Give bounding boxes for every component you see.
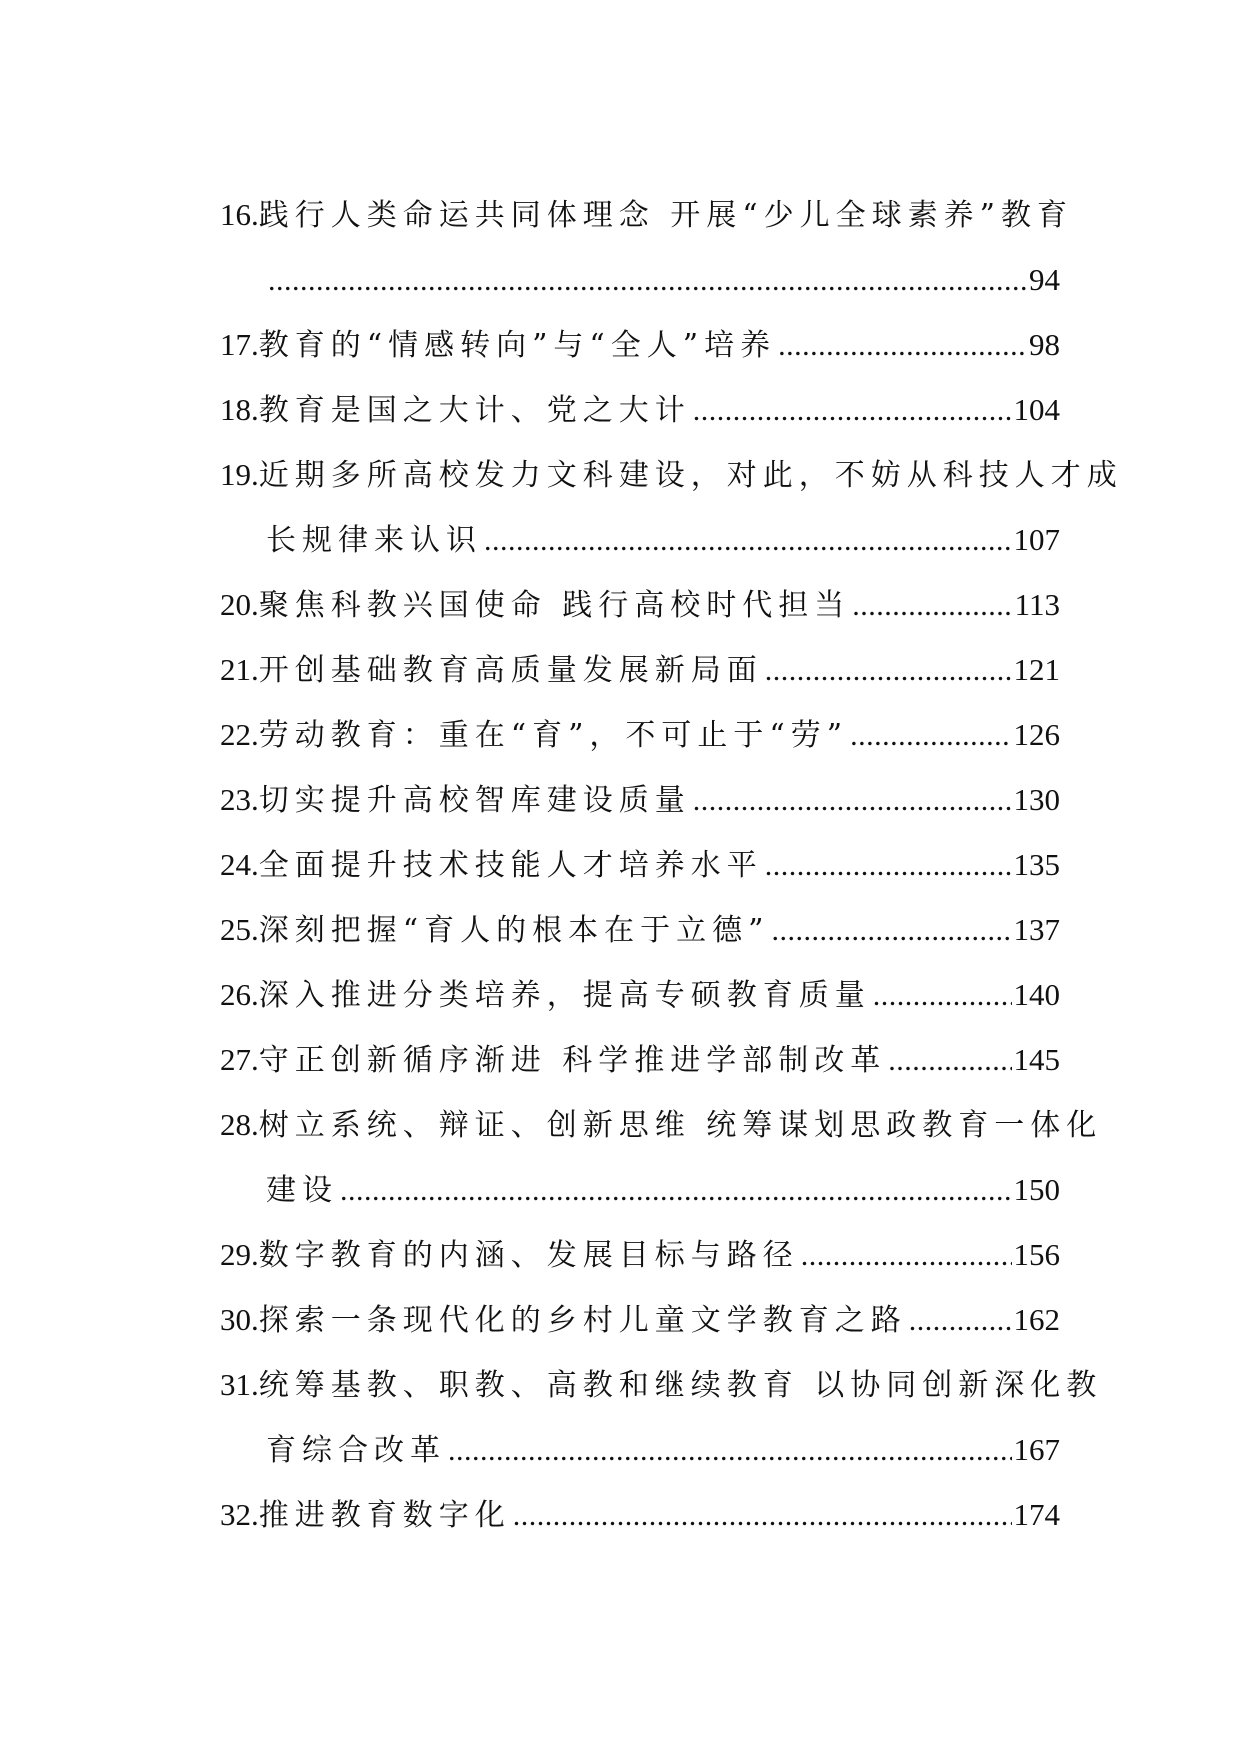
toc-line bbox=[220, 1287, 1060, 1352]
toc-line bbox=[220, 312, 1060, 377]
dot-leader bbox=[448, 1418, 1012, 1483]
page-number: 137 bbox=[1013, 912, 1060, 947]
entry-number: 27. bbox=[220, 1042, 259, 1077]
page-number: 121 bbox=[1013, 652, 1060, 687]
dot-leader bbox=[484, 508, 1012, 573]
entry-number: 28. bbox=[220, 1107, 259, 1142]
toc-line-continued bbox=[220, 1157, 1060, 1222]
toc-entry-31[interactable] bbox=[220, 1352, 1103, 1482]
toc-entry-29[interactable] bbox=[220, 1222, 1060, 1287]
entry-number: 26. bbox=[220, 977, 259, 1012]
dot-leader bbox=[909, 1288, 1012, 1353]
page-number: 107 bbox=[1013, 522, 1060, 557]
page-number: 140 bbox=[1013, 977, 1060, 1012]
entry-number: 30. bbox=[220, 1302, 259, 1337]
dot-leader bbox=[693, 768, 1012, 833]
toc-entry-22[interactable] bbox=[220, 702, 1060, 767]
page-number: 113 bbox=[1014, 587, 1060, 622]
page-number: 135 bbox=[1013, 847, 1060, 882]
toc-entry-17[interactable] bbox=[220, 312, 1060, 377]
toc-line bbox=[220, 377, 1060, 442]
dot-leader bbox=[513, 1483, 1012, 1548]
entry-title: 探索一条现代化的乡村儿童文学教育之路 bbox=[258, 1303, 907, 1338]
entry-title: 近期多所高校发力文科建设，对此，不妨从科技人才成 bbox=[258, 458, 1123, 493]
page-number: 156 bbox=[1013, 1237, 1060, 1272]
toc-entry-18[interactable] bbox=[220, 377, 1060, 442]
entry-number: 24. bbox=[220, 847, 259, 882]
entry-title: 教育的“情感转向”与“全人”培养 bbox=[258, 328, 777, 363]
toc-entry-16[interactable] bbox=[220, 182, 1073, 312]
entry-title-continued: 建设 bbox=[266, 1173, 338, 1208]
entry-title: 开创基础教育高质量发展新局面 bbox=[258, 653, 763, 688]
dot-leader bbox=[693, 378, 1012, 443]
entry-title: 推进教育数字化 bbox=[258, 1498, 511, 1533]
dot-leader bbox=[850, 703, 1011, 768]
entry-number: 32. bbox=[220, 1497, 259, 1532]
toc-line bbox=[220, 572, 1060, 637]
dot-leader bbox=[801, 1223, 1012, 1288]
toc-line bbox=[220, 897, 1060, 962]
page-number: 174 bbox=[1013, 1497, 1060, 1532]
entry-number: 25. bbox=[220, 912, 259, 947]
entry-number: 23. bbox=[220, 782, 259, 817]
page-number: 145 bbox=[1013, 1042, 1060, 1077]
dot-leader bbox=[765, 638, 1012, 703]
entry-title: 教育是国之大计、党之大计 bbox=[258, 393, 691, 428]
toc-line bbox=[220, 442, 1123, 507]
entry-number: 20. bbox=[220, 587, 259, 622]
toc-line bbox=[220, 637, 1060, 702]
entry-title-continued: 育综合改革 bbox=[266, 1433, 446, 1468]
toc-line bbox=[220, 1482, 1060, 1547]
toc-entry-21[interactable] bbox=[220, 637, 1060, 702]
entry-number: 31. bbox=[220, 1367, 259, 1402]
entry-title: 全面提升技术技能人才培养水平 bbox=[258, 848, 763, 883]
dot-leader bbox=[778, 313, 1027, 378]
dot-leader bbox=[852, 573, 1012, 638]
toc-entry-26[interactable] bbox=[220, 962, 1060, 1027]
entry-title: 数字教育的内涵、发展目标与路径 bbox=[258, 1238, 799, 1273]
entry-title: 深入推进分类培养，提高专硕教育质量 bbox=[258, 978, 871, 1013]
dot-leader bbox=[771, 898, 1011, 963]
toc-line bbox=[220, 182, 1073, 247]
dot-leader bbox=[888, 1028, 1011, 1093]
toc-entry-19[interactable] bbox=[220, 442, 1123, 572]
dot-leader bbox=[340, 1158, 1012, 1223]
entry-number: 21. bbox=[220, 652, 259, 687]
toc-entry-24[interactable] bbox=[220, 832, 1060, 897]
page-number: 94 bbox=[1029, 262, 1060, 297]
entry-title: 切实提升高校智库建设质量 bbox=[258, 783, 691, 818]
entry-title: 践行人类命运共同体理念 开展“少儿全球素养”教育 bbox=[258, 198, 1073, 233]
toc-line-continued bbox=[220, 1417, 1060, 1482]
page-number: 130 bbox=[1013, 782, 1060, 817]
toc-line bbox=[220, 962, 1060, 1027]
toc-line bbox=[220, 1352, 1103, 1417]
entry-number: 19. bbox=[220, 457, 259, 492]
page-number: 98 bbox=[1029, 327, 1060, 362]
entry-title: 劳动教育：重在“育”，不可止于“劳” bbox=[258, 718, 849, 753]
toc-entry-20[interactable] bbox=[220, 572, 1060, 637]
toc-entry-30[interactable] bbox=[220, 1287, 1060, 1352]
toc-entry-25[interactable] bbox=[220, 897, 1060, 962]
toc-line-continued bbox=[220, 247, 1060, 312]
toc-line-continued bbox=[220, 507, 1060, 572]
dot-leader bbox=[765, 833, 1012, 898]
toc-entry-27[interactable] bbox=[220, 1027, 1060, 1092]
page-number: 162 bbox=[1013, 1302, 1060, 1337]
entry-number: 22. bbox=[220, 717, 259, 752]
entry-title-continued: 长规律来认识 bbox=[266, 523, 482, 558]
entry-title: 统筹基教、职教、高教和继续教育 以协同创新深化教 bbox=[258, 1368, 1103, 1403]
toc-line bbox=[220, 1027, 1060, 1092]
dot-leader bbox=[268, 248, 1027, 313]
entry-number: 29. bbox=[220, 1237, 259, 1272]
page-number: 126 bbox=[1013, 717, 1060, 752]
toc-line bbox=[220, 767, 1060, 832]
toc-entry-23[interactable] bbox=[220, 767, 1060, 832]
page-number: 104 bbox=[1013, 392, 1060, 427]
toc-line bbox=[220, 1222, 1060, 1287]
entry-number: 17. bbox=[220, 327, 259, 362]
dot-leader bbox=[873, 963, 1012, 1028]
toc-entry-28[interactable] bbox=[220, 1092, 1103, 1222]
toc-entry-32[interactable] bbox=[220, 1482, 1060, 1547]
entry-title: 树立系统、辩证、创新思维 统筹谋划思政教育一体化 bbox=[258, 1108, 1103, 1143]
entry-title: 守正创新循序渐进 科学推进学部制改革 bbox=[258, 1043, 887, 1078]
toc-line bbox=[220, 1092, 1103, 1157]
entry-title: 聚焦科教兴国使命 践行高校时代担当 bbox=[258, 588, 851, 623]
toc-line bbox=[220, 702, 1060, 767]
table-of-contents bbox=[220, 182, 1123, 1547]
entry-number: 18. bbox=[220, 392, 259, 427]
toc-line bbox=[220, 832, 1060, 897]
page-number: 167 bbox=[1013, 1432, 1060, 1467]
entry-number: 16. bbox=[220, 197, 259, 232]
entry-title: 深刻把握“育人的根本在于立德” bbox=[258, 913, 770, 948]
page-number: 150 bbox=[1013, 1172, 1060, 1207]
